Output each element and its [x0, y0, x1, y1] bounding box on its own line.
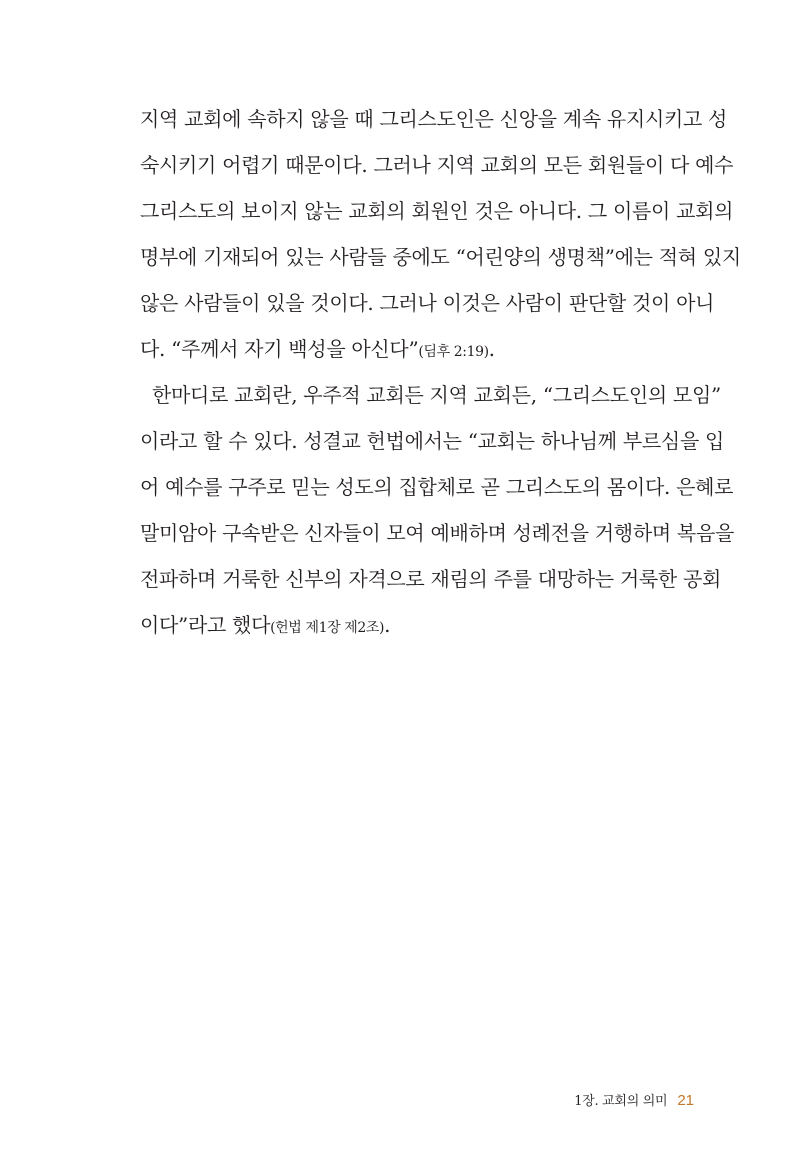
text-line-last [140, 602, 695, 648]
text-run: 이다”라고 했다 [140, 613, 271, 637]
sentence-end: . [488, 337, 495, 361]
text-line-last [140, 326, 695, 372]
text-run: 다. “주께서 자기 백성을 아신다” [140, 337, 419, 361]
text-line: 명부에 기재되어 있는 사람들 중에도 “어린양의 생명책”에는 적혀 있지 [140, 245, 741, 269]
paragraph-2 [140, 372, 734, 648]
text-line: 않은 사람들이 있을 것이다. 그러나 이것은 사람이 판단할 것이 아니 [140, 291, 715, 315]
text-line: 말미암아 구속받은 신자들이 모여 예배하며 성례전을 거행하며 복음을 [140, 521, 734, 545]
page-number: 21 [677, 1092, 694, 1109]
body-text [140, 96, 741, 648]
text-line: 이라고 할 수 있다. 성결교 헌법에서는 “교회는 하나님께 부르심을 입 [140, 429, 725, 453]
text-line: 한마디로 교회란, 우주적 교회든 지역 교회든, “그리스도인의 모임” [152, 383, 721, 407]
page-footer [0, 1090, 694, 1109]
text-line: 어 예수를 구주로 믿는 성도의 집합체로 곧 그리스도의 몸이다. 은혜로 [140, 475, 734, 499]
text-line: 숙시키기 어렵기 때문이다. 그러나 지역 교회의 모든 회원들이 다 예수 [140, 153, 734, 177]
paragraph-1 [140, 96, 741, 372]
citation: (헌법 제1장 제2조) [270, 620, 385, 636]
citation: (딤후 2:19) [418, 344, 489, 360]
text-line: 지역 교회에 속하지 않을 때 그리스도인은 신앙을 계속 유지시키고 성 [140, 107, 728, 131]
sentence-end: . [384, 613, 391, 637]
text-line: 전파하며 거룩한 신부의 자격으로 재림의 주를 대망하는 거룩한 공회 [140, 567, 722, 591]
running-head: 1장. 교회의 의미 [574, 1094, 668, 1109]
text-line: 그리스도의 보이지 않는 교회의 회원인 것은 아니다. 그 이름이 교회의 [140, 199, 734, 223]
